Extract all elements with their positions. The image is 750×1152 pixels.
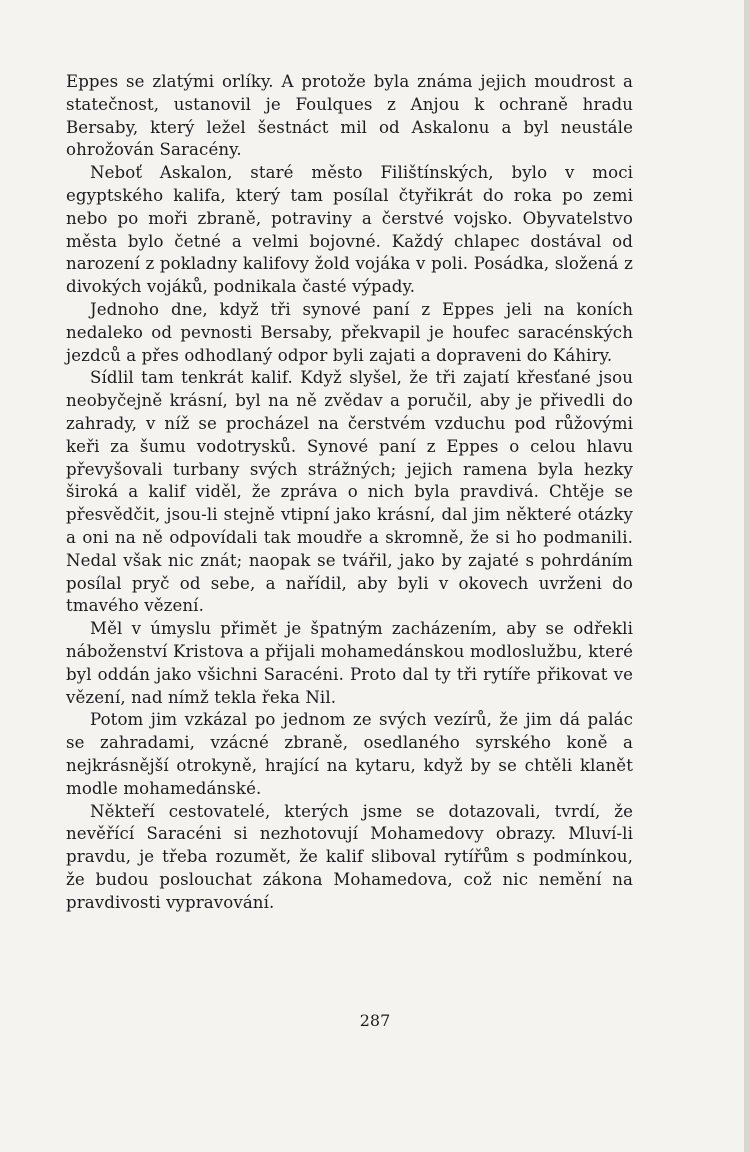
body-text <box>66 71 633 914</box>
paragraph-2: Neboť Askalon, staré město Filištínských, bylo v moci egyptského kalifa, který tam posílal čtyřikrát do roka po zemi nebo po moři zbraně, potraviny a čerstvé vojsko. Obyvatelstvo města bylo četné a velmi bojovné. Každý chlapec dostával od narození z pokladny kalifovy žold vojáka v poli. Posádka, složená z divokých vojáků, podnikala časté výpady. <box>66 163 633 297</box>
page-number: 287 <box>359 1011 391 1030</box>
paragraph-1: Eppes se zlatými orlíky. A protože byla známa jejich moudrost a statečnost, ustanovil je Foulques z Anjou k ochraně hradu Bersaby, který ležel šestnáct mil od Askalonu a byl neustále ohrožován Saracény. <box>66 72 633 160</box>
paragraph-5: Měl v úmyslu přimět je špatným zacházením, aby se odřekli náboženství Kristova a přijali mohamedánskou modloslužbu, které byl oddán jako všichni Saracéni. Proto dal ty tři rytíře přikovat ve vězení, nad nímž tekla řeka Nil. <box>66 619 633 707</box>
paragraph-3: Jednoho dne, když tři synové paní z Eppes jeli na koních nedaleko od pevnosti Bersaby, překvapil je houfec saracénských jezdců a přes odhodlaný odpor byli zajati a dopraveni do Káhiry. <box>66 299 633 365</box>
paragraph-6: Potom jim vzkázal po jednom ze svých vezírů, že jim dá palác se zahradami, vzácné zbraně, osedlaného syrského koně a nejkrásnější otrokyně, hrající na kytaru, když by se chtěli klanět modle mohamedánské. <box>66 710 633 798</box>
paragraph-7: Někteří cestovatelé, kterých jsme se dotazovali, tvrdí, že nevěřící Saracéni si nezhotovují Mohamedovy obrazy. Mluví-li pravdu, je třeba rozumět, že kalif sliboval rytířům s podmínkou, že budou poslouchat zákona Mohamedova, což nic nemění na pravdivosti vypravování. <box>66 801 633 912</box>
page-edge <box>744 0 750 1152</box>
paragraph-4: Sídlil tam tenkrát kalif. Když slyšel, že tři zajatí křesťané jsou neobyčejně krásní, byl na ně zvědav a poručil, aby je přivedli do zahrady, v níž se procházel na čerstvém vzduchu pod růžovými keři za šumu vodotrysků. Synové paní z Eppes o celou hlavu převyšovali turbany svých strážných; jejich ramena byla hezky široká a kalif viděl, že zpráva o nich byla pravdivá. Chtěje se přesvědčit, jsou-li stejně vtipní jako krásní, dal jim některé otázky a oni na ně odpovídali tak moudře a skromně, že si ho podmanili. Nedal však nic znát; naopak se tvářil, jako by zajaté s pohrdáním posílal pryč od sebe, a nařídil, aby byli v okovech uvrženi do tmavého vězení. <box>66 368 633 616</box>
